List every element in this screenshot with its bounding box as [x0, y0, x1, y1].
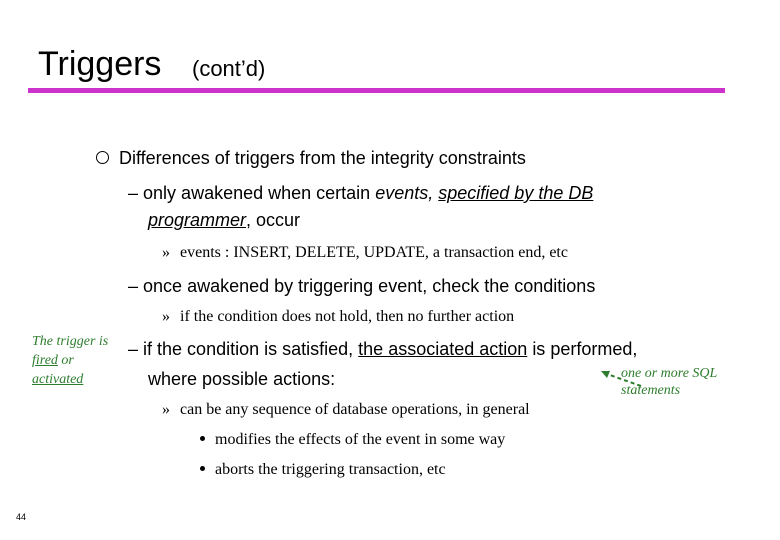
- page-number: 44: [16, 512, 27, 522]
- slide-title: Triggers: [38, 45, 162, 83]
- item3-bullet-1-text: modifies the effects of the event in some way: [215, 431, 506, 448]
- item1-programmer: programmer: [148, 210, 247, 230]
- title-underline: [28, 88, 725, 93]
- item2-line: [128, 276, 595, 297]
- dash-marker: –: [128, 276, 139, 296]
- item3-line1: [128, 339, 637, 360]
- circle-bullet-icon: [96, 151, 109, 164]
- item1-line1: [128, 183, 593, 204]
- sub-marker: »: [162, 401, 170, 418]
- item3-text-a: if the condition is satisfied,: [143, 339, 354, 359]
- sub-marker: »: [162, 308, 170, 325]
- sidenote-a: The trigger is: [32, 334, 109, 349]
- dot-bullet-icon: [200, 466, 205, 471]
- right-annotation: one or more SQL statements: [621, 366, 718, 398]
- dash-marker: –: [128, 339, 139, 359]
- item3-line2: where possible actions:: [148, 369, 336, 389]
- dot-bullet-icon: [200, 436, 205, 441]
- item3-bullet-1: [200, 431, 505, 449]
- sidenote-activated: activated: [32, 372, 84, 387]
- side-annotation: [32, 332, 122, 389]
- item1-occur: , occur: [246, 210, 301, 230]
- item3-sub: [162, 401, 530, 419]
- item1-events: events,: [375, 183, 434, 203]
- item1-specified: specified by the DB: [438, 183, 594, 203]
- sub-marker: »: [162, 244, 170, 261]
- item1-text-a: only awakened when certain: [143, 183, 371, 203]
- item2-text: once awakened by triggering event, check the conditions: [143, 276, 596, 296]
- item3-bullet-2: [200, 461, 446, 479]
- sidenote-or: or: [61, 353, 74, 368]
- item1-sub-text: events : INSERT, DELETE, UPDATE, a transaction end, etc: [180, 244, 568, 261]
- sidenote-fired: fired: [32, 353, 58, 368]
- item3-associated-action: the associated action: [358, 339, 528, 359]
- main-bullet: [96, 148, 526, 169]
- slide-subtitle: (cont’d): [192, 56, 266, 81]
- item3-text-c: is performed,: [532, 339, 638, 359]
- item1-sub: [162, 244, 568, 262]
- main-bullet-text: Differences of triggers from the integrity constraints: [119, 148, 526, 168]
- item2-sub: [162, 308, 514, 326]
- item2-sub-text: if the condition does not hold, then no further action: [180, 308, 515, 325]
- dash-marker: –: [128, 183, 139, 203]
- item3-sub-text: can be any sequence of database operations, in general: [180, 401, 530, 418]
- item3-bullet-2-text: aborts the triggering transaction, etc: [215, 461, 446, 478]
- item1-line2: [148, 210, 300, 231]
